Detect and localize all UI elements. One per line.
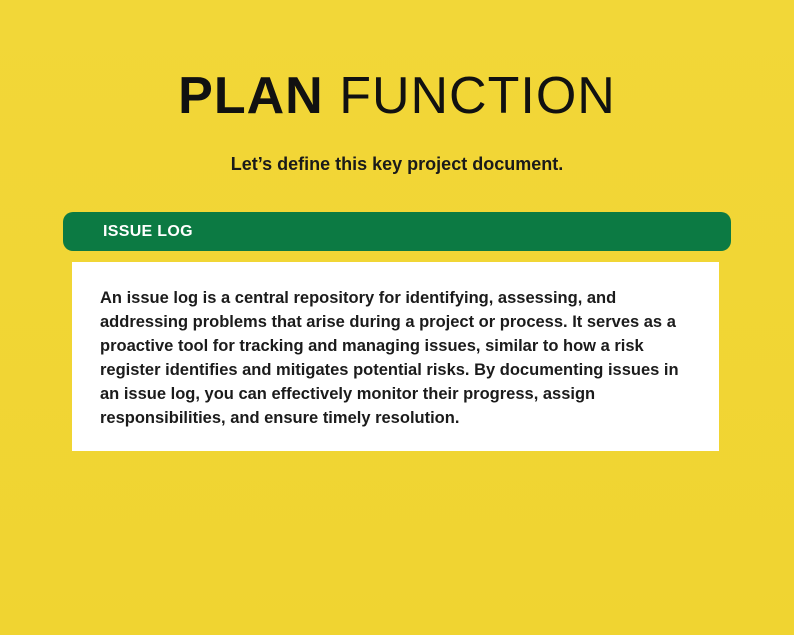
page-title-bold: PLAN [178, 67, 324, 125]
page-subtitle: Let’s define this key project document. [230, 154, 564, 174]
definition-text: An issue log is a central repository for identifying, assessing, and addressing problems that arise during a project or process. It serves as a proactive tool for tracking and managing issues, similar to how a risk register identifies and mitigates potential risks. By documenting issues in an issue log, you can effectively monitor their progress, assign responsibilities, and ensure timely resolution. [100, 289, 679, 427]
section-header-label: ISSUE LOG [103, 222, 193, 240]
section-header-bar [63, 212, 731, 251]
page-title-light: FUNCTION [339, 67, 616, 125]
page-title [0, 66, 794, 126]
definition-card [72, 262, 719, 451]
